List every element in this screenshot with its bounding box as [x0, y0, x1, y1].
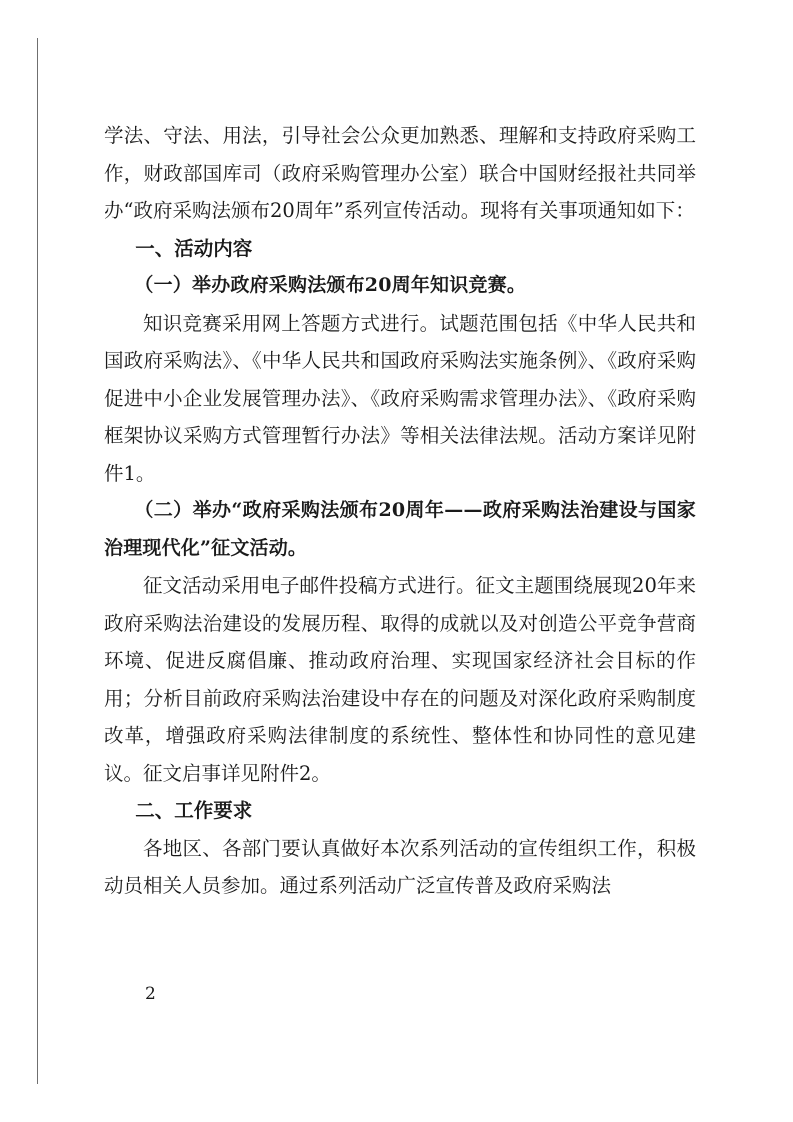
subheading-essay-contest: （二）举办“政府采购法颁布20周年——政府采购法治建设与国家治理现代化”征文活动。: [104, 499, 696, 559]
paragraph-requirements: 各地区、各部门要认真做好本次系列活动的宣传组织工作，积极动员相关人员参加。通过系列活动广泛宣传普及政府采购法: [104, 836, 696, 897]
section-heading-activities: 一、活动内容: [135, 236, 253, 260]
subheading-knowledge-contest: （一）举办政府采购法颁布20周年知识竞赛。: [134, 274, 527, 296]
page-number: 2: [145, 984, 156, 1004]
document-body: [104, 117, 696, 905]
section-heading-requirements: 二、工作要求: [135, 799, 253, 822]
paragraph-essay-contest: 征文活动采用电子邮件投稿方式进行。征文主题围绕展现20年来政府采购法治建设的发展历程、取得的成就以及对创造公平竞争营商环境、促进反腐倡廉、推动政府治理、实现国家经济社会目标的作用；分析目前政府采购法治建设中存在的问题及对深化政府采购制度改革，增强政府采购法律制度的系统性、整体性和协同性的意见建议。征文启事详见附件2。: [104, 574, 696, 785]
paragraph-intro: 学法、守法、用法，引导社会公众更加熟悉、理解和支持政府采购工作，财政部国库司（政府采购管理办公室）联合中国财经报社共同举办“政府采购法颁布20周年”系列宣传活动。现将有关事项通知如下：: [104, 124, 696, 222]
paragraph-knowledge-contest: 知识竞赛采用网上答题方式进行。试题范围包括《中华人民共和国政府采购法》、《中华人民共和国政府采购法实施条例》、《政府采购促进中小企业发展管理办法》、《政府采购需求管理办法》、《政府采购框架协议采购方式管理暂行办法》等相关法律法规。活动方案详见附件1。: [104, 311, 696, 485]
margin-rule: [37, 38, 38, 1084]
